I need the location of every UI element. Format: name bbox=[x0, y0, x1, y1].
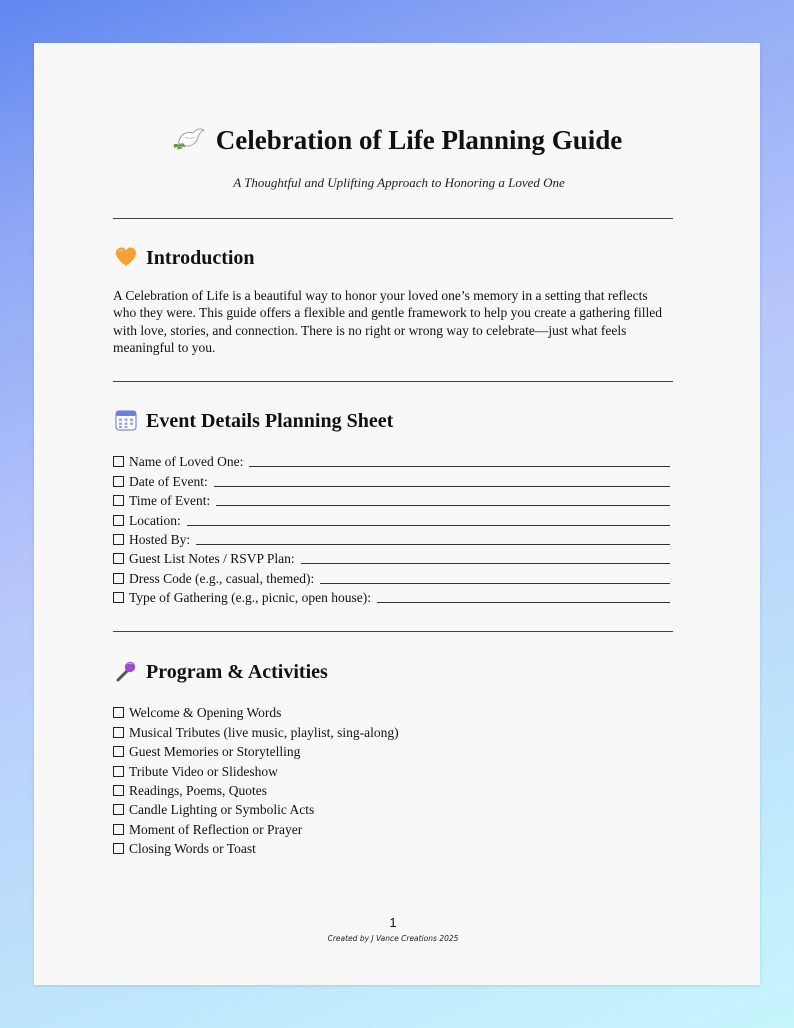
item-label: Closing Words or Toast bbox=[129, 841, 256, 857]
field-label: Hosted By: bbox=[129, 531, 191, 547]
introduction-heading-text: Introduction bbox=[146, 247, 255, 269]
microphone-icon bbox=[115, 660, 137, 682]
event-details-heading bbox=[115, 409, 393, 433]
fill-in-line[interactable] bbox=[214, 486, 670, 487]
introduction-heading bbox=[115, 246, 255, 270]
checkbox[interactable] bbox=[113, 573, 124, 584]
checkbox[interactable] bbox=[113, 476, 124, 487]
checkbox[interactable] bbox=[113, 515, 124, 526]
field-type-of-gathering bbox=[113, 587, 673, 606]
list-item bbox=[113, 721, 673, 740]
document-page bbox=[34, 43, 760, 985]
field-time-of-event bbox=[113, 490, 673, 509]
checkbox[interactable] bbox=[113, 456, 124, 467]
field-label: Location: bbox=[129, 512, 181, 528]
divider bbox=[113, 631, 673, 632]
item-label: Guest Memories or Storytelling bbox=[129, 744, 301, 760]
checkbox[interactable] bbox=[113, 495, 124, 506]
list-item bbox=[113, 818, 673, 837]
field-label: Date of Event: bbox=[129, 473, 208, 489]
list-item bbox=[113, 780, 673, 799]
checkbox[interactable] bbox=[113, 746, 124, 757]
fill-in-line[interactable] bbox=[320, 583, 670, 584]
checkbox[interactable] bbox=[113, 592, 124, 603]
item-label: Musical Tributes (live music, playlist, sing-along) bbox=[129, 724, 399, 740]
fill-in-line[interactable] bbox=[196, 544, 670, 545]
checkbox[interactable] bbox=[113, 843, 124, 854]
list-item bbox=[113, 838, 673, 857]
checkbox[interactable] bbox=[113, 727, 124, 738]
field-guest-list-notes bbox=[113, 548, 673, 567]
checkbox[interactable] bbox=[113, 553, 124, 564]
item-label: Candle Lighting or Symbolic Acts bbox=[129, 802, 315, 818]
field-label: Type of Gathering (e.g., picnic, open house): bbox=[129, 590, 371, 606]
list-item bbox=[113, 702, 673, 721]
footer-credit: Created by J Vance Creations 2025 bbox=[327, 934, 459, 943]
introduction-body: A Celebration of Life is a beautiful way to honor your loved one’s memory in a setting that reflects who they were. This guide offers a flexible and gentle framework to help you create a gathering filled with love, stories, and connection. There is no right or wrong way to celebrate—just what feels meaningful to you. bbox=[113, 288, 663, 356]
checkbox[interactable] bbox=[113, 534, 124, 545]
field-label: Dress Code (e.g., casual, themed): bbox=[129, 570, 315, 586]
divider bbox=[113, 218, 673, 219]
fill-in-line[interactable] bbox=[187, 525, 670, 526]
program-heading-text: Program & Activities bbox=[146, 661, 328, 683]
field-name-of-loved-one bbox=[113, 451, 673, 470]
field-dress-code bbox=[113, 567, 673, 586]
field-label: Time of Event: bbox=[129, 493, 211, 509]
fill-in-line[interactable] bbox=[216, 505, 670, 506]
item-label: Tribute Video or Slideshow bbox=[129, 763, 278, 779]
page-number: 1 bbox=[389, 915, 397, 930]
field-location bbox=[113, 509, 673, 528]
field-date-of-event bbox=[113, 470, 673, 489]
program-heading bbox=[115, 660, 328, 684]
item-label: Readings, Poems, Quotes bbox=[129, 782, 267, 798]
divider bbox=[113, 381, 673, 382]
page-title-text: Celebration of Life Planning Guide bbox=[215, 125, 623, 155]
page-title bbox=[34, 125, 760, 156]
field-hosted-by bbox=[113, 529, 673, 548]
fill-in-line[interactable] bbox=[301, 563, 670, 564]
item-label: Welcome & Opening Words bbox=[129, 705, 282, 721]
dove-icon bbox=[172, 125, 206, 155]
program-items bbox=[113, 702, 673, 857]
checkbox[interactable] bbox=[113, 766, 124, 777]
item-label: Moment of Reflection or Prayer bbox=[129, 821, 303, 837]
field-label: Guest List Notes / RSVP Plan: bbox=[129, 551, 295, 567]
checkbox[interactable] bbox=[113, 824, 124, 835]
list-item bbox=[113, 741, 673, 760]
event-details-heading-text: Event Details Planning Sheet bbox=[146, 410, 394, 432]
event-details-fields bbox=[113, 451, 673, 606]
page-subtitle: A Thoughtful and Uplifting Approach to Honoring a Loved One bbox=[233, 175, 565, 190]
list-item bbox=[113, 760, 673, 779]
fill-in-line[interactable] bbox=[249, 466, 670, 467]
list-item bbox=[113, 799, 673, 818]
checkbox[interactable] bbox=[113, 785, 124, 796]
checkbox[interactable] bbox=[113, 707, 124, 718]
orange-heart-icon bbox=[115, 246, 137, 268]
fill-in-line[interactable] bbox=[377, 602, 670, 603]
calendar-icon bbox=[115, 409, 137, 431]
field-label: Name of Loved One: bbox=[129, 454, 244, 470]
checkbox[interactable] bbox=[113, 804, 124, 815]
